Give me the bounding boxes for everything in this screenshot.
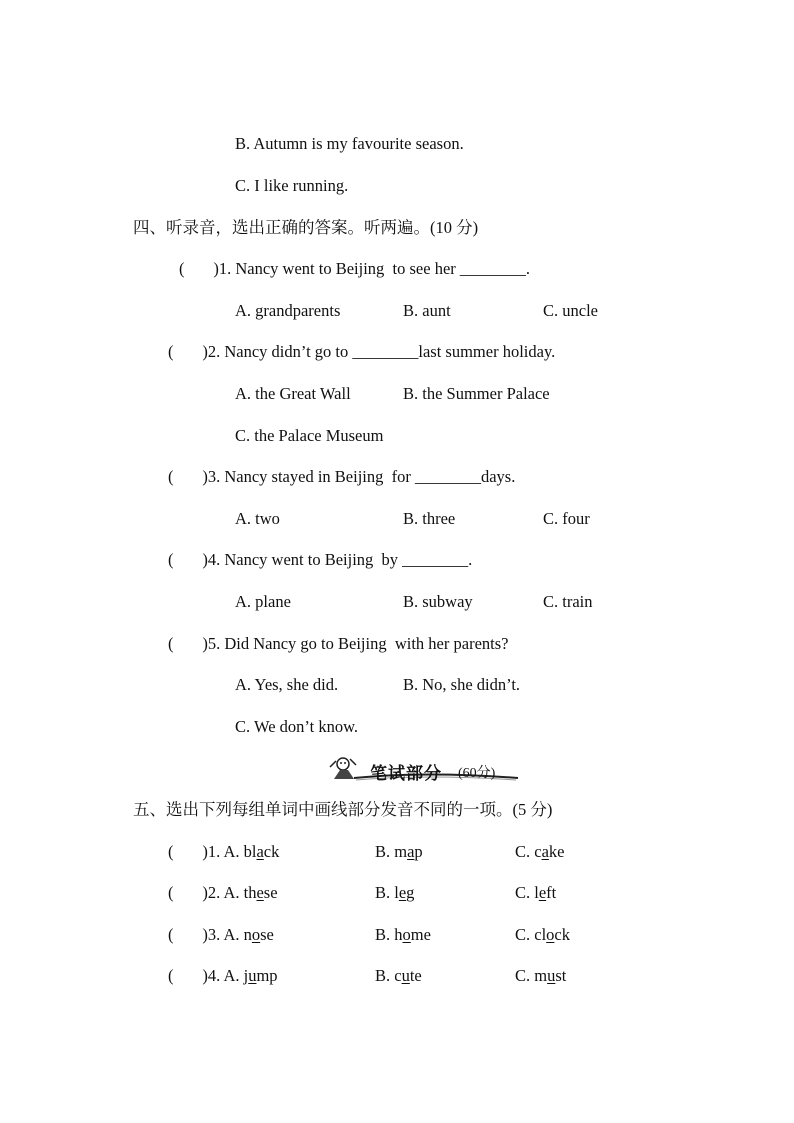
q2-option-c: C. the Palace Museum: [235, 426, 384, 445]
s5-row-3-b: B. home: [375, 925, 431, 944]
s5-row-2: ( )2. A. these: [168, 883, 278, 902]
s5-row-4-c: C. must: [515, 966, 567, 985]
word-a-underlined: a: [256, 842, 264, 861]
q5-option-b: B. No, she didn’t.: [403, 675, 521, 694]
s5-row-1-b: B. map: [375, 842, 423, 861]
s5-row-1: [168, 842, 279, 862]
written-part-banner: [326, 755, 522, 783]
word-a-suffix: ck: [263, 842, 280, 861]
row-number: ( )3.: [168, 925, 224, 944]
q2-option-a: A. the Great Wall: [235, 384, 351, 403]
q5-option-a: A. Yes, she did.: [235, 675, 339, 694]
q3-option-c: C. four: [543, 509, 590, 528]
q4-stem: ( )4. Nancy went to Beijing by ________.: [168, 550, 473, 569]
q3-option-b: B. three: [403, 509, 456, 528]
word-a-prefix: A. bl: [223, 842, 257, 861]
banner-title: 笔试部分: [370, 764, 442, 784]
q2-stem: ( )2. Nancy didn’t go to ________last summer holiday.: [168, 342, 556, 361]
row-number: ( )4.: [168, 966, 224, 985]
q5-option-c: C. We don’t know.: [235, 717, 359, 736]
banner-score: (60分): [458, 766, 496, 781]
s5-row-2-c: C. left: [515, 883, 557, 902]
section5-heading: 五、选出下列每组单词中画线部分发音不同的一项。(5 分): [133, 800, 553, 819]
pen-writing-icon: [330, 758, 356, 779]
s5-row-3: ( )3. A. nose: [168, 925, 274, 944]
q1-option-a: A. grandparents: [235, 301, 341, 320]
row-number: ( )1.: [168, 842, 224, 861]
s5-row-2-b: B. leg: [375, 883, 415, 902]
q1-option-b: B. aunt: [403, 301, 451, 320]
option-b: B. Autumn is my favourite season.: [235, 134, 464, 153]
q5-stem: ( )5. Did Nancy go to Beijing with her parents?: [168, 634, 509, 653]
s5-row-4: ( )4. A. jump: [168, 966, 278, 985]
q3-stem: ( )3. Nancy stayed in Beijing for ________days.: [168, 467, 516, 486]
option-c: C. I like running.: [235, 176, 349, 195]
q4-option-b: B. subway: [403, 592, 473, 611]
q3-option-a: A. two: [235, 509, 280, 528]
section4-heading: 四、听录音，选出正确的答案。听两遍。(10 分): [133, 218, 479, 237]
s5-row-3-c: C. clock: [515, 925, 570, 944]
q1-option-c: C. uncle: [543, 301, 598, 320]
row-number: ( )2.: [168, 883, 224, 902]
s5-row-4-b: B. cute: [375, 966, 422, 985]
q2-option-b: B. the Summer Palace: [403, 384, 550, 403]
q1-stem: ( )1. Nancy went to Beijing to see her ________.: [179, 259, 531, 278]
q4-option-a: A. plane: [235, 592, 291, 611]
q4-option-c: C. train: [543, 592, 593, 611]
s5-row-1-c: C. cake: [515, 842, 565, 861]
